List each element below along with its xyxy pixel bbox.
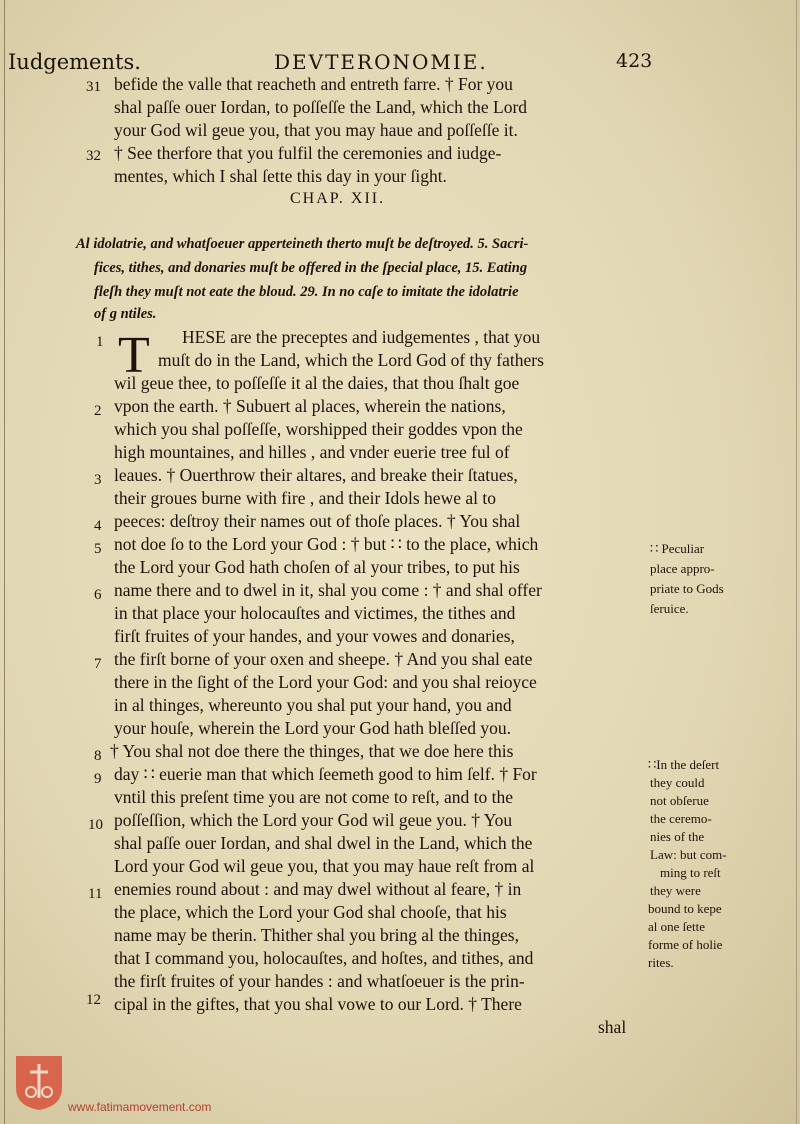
margin-note-line: ſeruice. <box>650 601 689 616</box>
text-line: † You shal not doe there the thinges, that we doe here this <box>110 741 514 761</box>
margin-note-line: priate to Gods <box>650 581 724 596</box>
verse-number: 3 <box>94 472 102 488</box>
text-line: Lord your God wil geue you, that you may haue reſt from al <box>114 856 535 876</box>
text-line: shal paſſe ouer Iordan, to poſſeſſe the Land, which the Lord <box>114 97 528 117</box>
text-line: their groues burne with fire , and their Idols hewe al to <box>114 488 496 508</box>
text-line: firſt fruites of your handes, and your vowes and donaries, <box>114 626 515 646</box>
text-line: wil geue thee, to poſſeſſe it al the daies, that thou ſhalt goe <box>114 373 520 393</box>
footer-url[interactable]: www.fatimamovement.com <box>68 1100 212 1114</box>
text-line: high mountaines, and hilles , and vnder euerie tree ful of <box>114 442 510 462</box>
page-number: 423 <box>616 50 653 72</box>
text-line: name there and to dwel in it, shal you come : † and shal offer <box>114 580 542 600</box>
margin-note-line: ming to reſt <box>660 865 721 880</box>
text-line: vntil this preſent time you are not come to reſt, and to the <box>114 787 513 807</box>
right-border-rule <box>796 0 797 1124</box>
margin-note-line: al one ſette <box>648 919 706 934</box>
verse-number: 2 <box>94 403 102 419</box>
text-line: mentes, which I shal ſette this day in your ſight. <box>114 166 447 186</box>
verse-number: 5 <box>94 541 102 557</box>
header-book-title: DEVTERONOMIE. <box>274 50 488 74</box>
text-line: name may be therin. Thither shal you bring al the thinges, <box>114 925 519 945</box>
chapter-summary-line: of g ntiles. <box>94 306 157 322</box>
chapter-summary-line: Al idolatrie, and whatſoeuer apperteineth therto muſt be deſtroyed. 5. Sacri- <box>76 236 529 252</box>
text-line: the Lord your God hath choſen of al your tribes, to put his <box>114 557 520 577</box>
margin-note-line: ∷In the deſert <box>648 757 720 772</box>
header-section-label: Iudgements. <box>8 50 141 74</box>
chapter-summary-line: fleſh they muſt not eate the bloud. 29. In no caſe to imitate the idolatrie <box>94 284 519 300</box>
verse-number: 31 <box>86 79 101 95</box>
text-line: enemies round about : and may dwel without al feare, † in <box>114 879 522 899</box>
text-line: leaues. † Ouerthrow their altares, and breake their ſtatues, <box>114 465 518 485</box>
text-line: your houſe, wherein the Lord your God hath bleſſed you. <box>114 718 512 738</box>
verse-number: 1 <box>96 334 104 350</box>
catchword: shal <box>598 1017 627 1037</box>
text-line: vpon the earth. † Subuert al places, wherein the nations, <box>114 396 506 416</box>
chapter-heading: CHAP. XII. <box>290 190 386 207</box>
verse-number: 10 <box>88 817 103 833</box>
text-line: your God wil geue you, that you may haue and poſſeſſe it. <box>114 120 518 140</box>
text-line: that I command you, holocauſtes, and hoſtes, and tithes, and <box>114 948 534 968</box>
margin-note-line: bound to kepe <box>648 901 722 916</box>
verse-number: 6 <box>94 587 102 603</box>
verse-number: 8 <box>94 748 102 764</box>
margin-note-line: place appro- <box>650 561 715 576</box>
verse-number: 9 <box>94 771 102 787</box>
margin-note-line: the ceremo- <box>650 811 712 826</box>
text-line: not doe ſo to the Lord your God : † but ∷ to the place, which <box>114 534 539 554</box>
text-line: the firſt borne of your oxen and sheepe. † And you shal eate <box>114 649 533 669</box>
drop-cap: T <box>118 327 150 384</box>
margin-note-line: they were <box>650 883 701 898</box>
text-line: in that place your holocauſtes and victimes, the tithes and <box>114 603 516 623</box>
margin-note-line: nies of the <box>650 829 705 844</box>
text-line: the firſt fruites of your handes : and whatſoeuer is the prin- <box>114 971 525 991</box>
verse-number: 7 <box>94 656 102 672</box>
left-border-rule <box>4 0 5 1124</box>
text-line: day ∷ euerie man that which ſeemeth good to him ſelf. † For <box>114 764 537 784</box>
text-line: poſſeſſion, which the Lord your God wil geue you. † You <box>114 810 513 830</box>
text-line: shal paſſe ouer Iordan, and shal dwel in the Land, which the <box>114 833 533 853</box>
verse-number: 4 <box>94 518 102 534</box>
text-line: cipal in the giftes, that you shal vowe to our Lord. † There <box>114 994 522 1014</box>
margin-note-line: rites. <box>648 955 674 970</box>
verse-number: 32 <box>86 148 101 164</box>
text-line: the place, which the Lord your God shal chooſe, that his <box>114 902 507 922</box>
verse-number: 12 <box>86 992 101 1008</box>
chapter-summary-line: fices, tithes, and donaries muſt be offered in the ſpecial place, 15. Eating <box>94 260 528 276</box>
text-line: muſt do in the Land, which the Lord God of thy fathers <box>158 350 544 370</box>
margin-note-line: they could <box>650 775 705 790</box>
coat-of-arms-icon <box>14 1054 64 1112</box>
text-line: in al thinges, whereunto you shal put your hand, you and <box>114 695 512 715</box>
margin-note-line: ∷ Peculiar <box>650 541 705 556</box>
margin-note-line: forme of holie <box>648 937 723 952</box>
text-line: † See therfore that you fulfil the ceremonies and iudge- <box>114 143 502 163</box>
margin-note-line: not obſerue <box>650 793 709 808</box>
text-line: which you shal poſſeſſe, worshipped their goddes vpon the <box>114 419 523 439</box>
verse-number: 11 <box>88 886 103 902</box>
text-line: HESE are the preceptes and iudgementes , that you <box>182 327 541 347</box>
text-line: peeces: deſtroy their names out of thoſe places. † You shal <box>114 511 521 531</box>
text-line: befide the valle that reacheth and entreth farre. † For you <box>114 74 513 94</box>
text-line: there in the ſight of the Lord your God: and you shal reioyce <box>114 672 537 692</box>
margin-note-line: Law: but com- <box>650 847 727 862</box>
